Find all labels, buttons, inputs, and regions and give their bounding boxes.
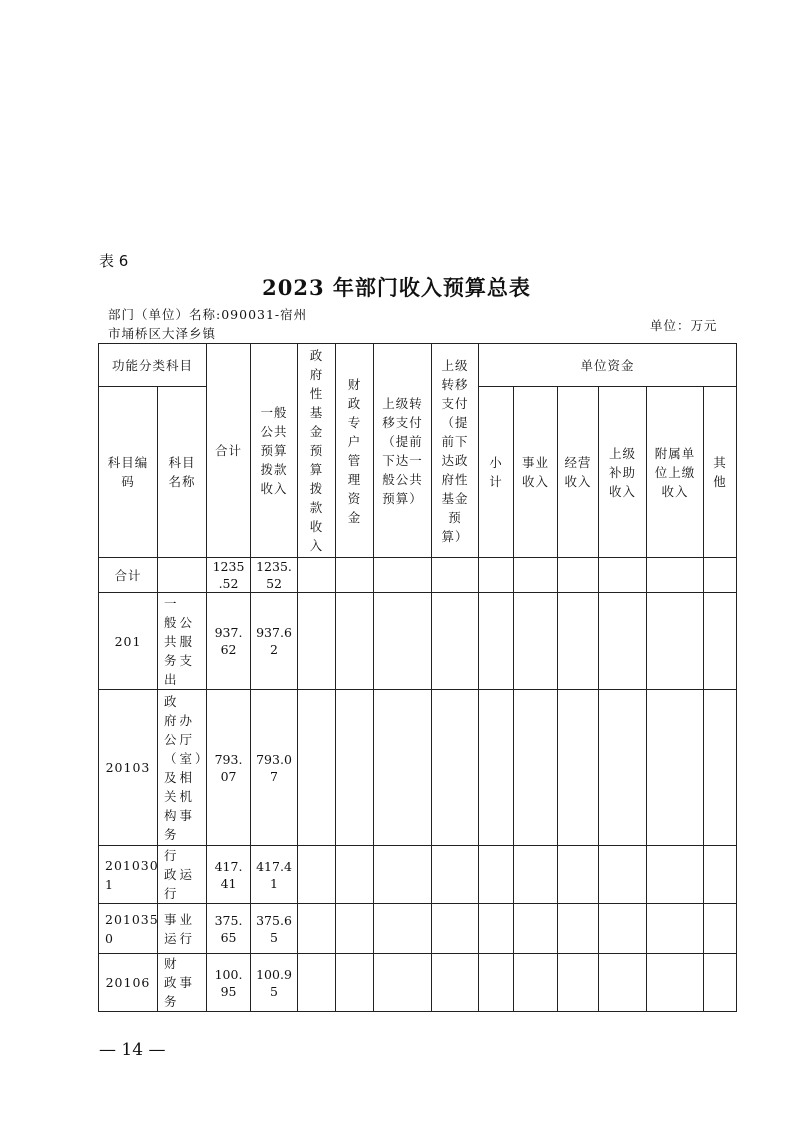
table-row bbox=[99, 558, 737, 593]
header-transfer-general: 上级转 移支付 （提前 下达一 般公共 预算） bbox=[374, 344, 432, 558]
header-name: 科目 名称 bbox=[158, 387, 207, 558]
department-name: 部门（单位）名称:090031-宿州 市埇桥区大泽乡镇 bbox=[108, 307, 308, 341]
table-row bbox=[99, 954, 737, 1012]
row-total: 1235 .52 bbox=[207, 558, 251, 593]
table-row bbox=[99, 904, 737, 954]
row-general: 1235. 52 bbox=[251, 558, 298, 593]
header-business: 事业 收入 bbox=[514, 387, 558, 558]
header-subsidy: 上级 补助 收入 bbox=[599, 387, 647, 558]
header-func-class: 功能分类科目 bbox=[99, 344, 207, 387]
row-code: 201035 0 bbox=[99, 904, 158, 954]
row-name: 一 般公 共服 务支 出 bbox=[158, 593, 207, 690]
page-title: 2023 年部门收入预算总表 bbox=[262, 275, 531, 300]
header-general: 一般 公共 预算 拨款 收入 bbox=[251, 344, 298, 558]
header-special: 财 政 专 户 管 理 资 金 bbox=[336, 344, 374, 558]
row-code: 201030 1 bbox=[99, 846, 158, 904]
budget-income-table bbox=[98, 343, 737, 1012]
row-general: 417.4 1 bbox=[251, 846, 298, 904]
row-general: 100.9 5 bbox=[251, 954, 298, 1012]
row-general: 793.0 7 bbox=[251, 690, 298, 846]
row-name: 财 政事 务 bbox=[158, 954, 207, 1012]
row-general: 937.6 2 bbox=[251, 593, 298, 690]
row-code: 20103 bbox=[99, 690, 158, 846]
row-total: 100. 95 bbox=[207, 954, 251, 1012]
table-row bbox=[99, 593, 737, 690]
header-unit-funds: 单位资金 bbox=[479, 344, 737, 387]
row-code: 合计 bbox=[99, 558, 158, 593]
table-row bbox=[99, 846, 737, 904]
row-name: 行 政运 行 bbox=[158, 846, 207, 904]
page-number: — 14 — bbox=[99, 1040, 166, 1060]
header-total: 合计 bbox=[207, 344, 251, 558]
header-other: 其 他 bbox=[704, 387, 737, 558]
row-name bbox=[158, 558, 207, 593]
header-affiliate: 附属单 位上缴 收入 bbox=[647, 387, 704, 558]
row-code: 20106 bbox=[99, 954, 158, 1012]
row-total: 375. 65 bbox=[207, 904, 251, 954]
table-row bbox=[99, 690, 737, 846]
row-general: 375.6 5 bbox=[251, 904, 298, 954]
header-operating: 经营 收入 bbox=[558, 387, 599, 558]
unit-label: 单位：万元 bbox=[650, 318, 718, 333]
header-subtotal: 小 计 bbox=[479, 387, 514, 558]
row-total: 417. 41 bbox=[207, 846, 251, 904]
header-code: 科目编 码 bbox=[99, 387, 158, 558]
header-gov-fund: 政 府 性 基 金 预 算 拨 款 收 入 bbox=[298, 344, 336, 558]
row-name: 事业 运行 bbox=[158, 904, 207, 954]
header-transfer-fund: 上级 转移 支付 （提 前下 达政 府性 基金 预 算） bbox=[432, 344, 479, 558]
row-total: 937. 62 bbox=[207, 593, 251, 690]
row-total: 793. 07 bbox=[207, 690, 251, 846]
table-number-label: 表 6 bbox=[99, 252, 129, 270]
row-name: 政 府办 公厅 （室） 及相 关机 构事 务 bbox=[158, 690, 207, 846]
row-code: 201 bbox=[99, 593, 158, 690]
